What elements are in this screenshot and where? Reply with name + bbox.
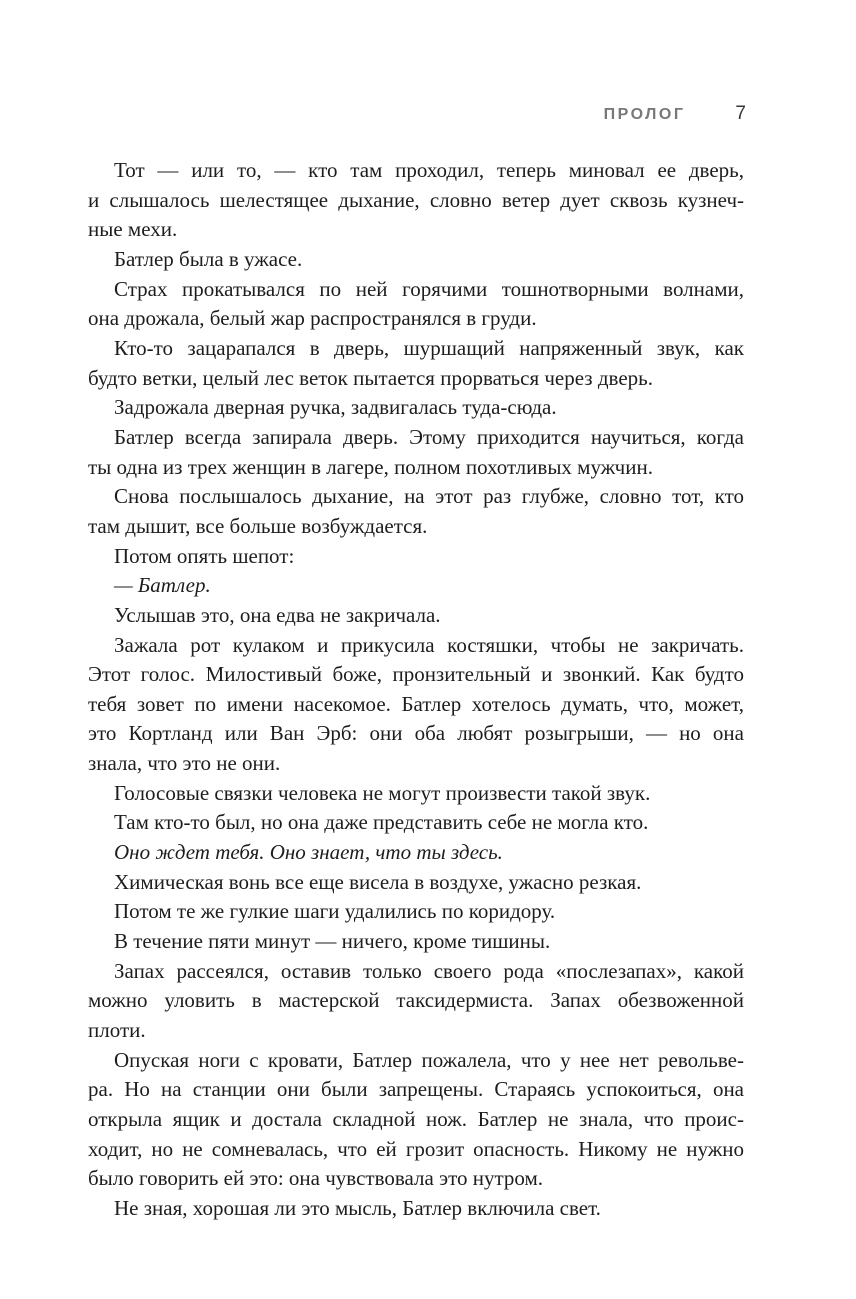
paragraph	[88, 1194, 744, 1224]
text-line: она дрожала, белый жар распространялся в груди.	[88, 306, 537, 331]
paragraph	[88, 897, 744, 927]
paragraph	[88, 571, 744, 601]
text-line: В течение пяти минут — ничего, кроме тишины.	[114, 929, 551, 954]
text-line: Страх прокатывался по ней горячими тошнотворными волнами,	[114, 276, 744, 301]
text-line: будто ветки, целый лес веток пытается прорваться через дверь.	[88, 365, 653, 390]
text-line: Кто-то зацарапался в дверь, шуршащий напряженный звук, как	[114, 335, 744, 360]
running-header	[88, 103, 746, 125]
text-line: ные мехи.	[88, 217, 178, 242]
text-line: Не зная, хорошая ли это мысль, Батлер включила свет.	[114, 1195, 601, 1220]
paragraph	[88, 1046, 744, 1194]
text-line: Зажала рот кулаком и прикусила костяшки, чтобы не закричать.	[114, 632, 744, 657]
text-line: тебя зовет по имени насекомое. Батлер хотелось думать, что, может,	[88, 691, 744, 716]
text-line: ра. Но на станции они были запрещены. Стараясь успокоиться, она	[88, 1077, 744, 1102]
text-line: Батлер всегда запирала дверь. Этому приходится научиться, когда	[114, 424, 744, 449]
text-line: Химическая вонь все еще висела в воздухе, ужасно резкая.	[114, 869, 642, 894]
text-line: можно уловить в мастерской таксидермиста. Запах обезвоженной	[88, 988, 744, 1013]
text-line: и слышалось шелестящее дыхание, словно ветер дует сквозь кузнеч-	[88, 187, 744, 212]
text-line: Услышав это, она едва не закричала.	[114, 602, 441, 627]
text-line: Снова послышалось дыхание, на этот раз глубже, словно тот, кто	[114, 484, 744, 509]
text-line: открыла ящик и достала складной нож. Батлер не знала, что проис-	[88, 1107, 744, 1131]
paragraph	[88, 393, 744, 423]
text-line: это Кортланд или Ван Эрб: они оба любят розыгрыши, — но она	[88, 721, 744, 746]
text-line: Потом опять шепот:	[114, 543, 295, 568]
paragraph	[88, 423, 744, 482]
paragraph	[88, 927, 744, 957]
chapter-label: ПРОЛОГ	[603, 106, 686, 123]
paragraph	[88, 542, 744, 572]
paragraph	[88, 245, 744, 275]
paragraph	[88, 631, 744, 779]
text-line: ходит, но не сомневалась, что ей грозит опасность. Никому не нужно	[88, 1136, 744, 1161]
paragraph	[88, 601, 744, 631]
text-block	[88, 156, 744, 1224]
paragraph	[88, 808, 744, 838]
text-line: Потом те же гулкие шаги удалились по коридору.	[114, 899, 556, 924]
text-line: Задрожала дверная ручка, задвигалась туда-сюда.	[114, 395, 557, 420]
text-line: Оно ждет тебя. Оно знает, что ты здесь.	[114, 840, 503, 865]
paragraph	[88, 868, 744, 898]
paragraph	[88, 482, 744, 541]
paragraph	[88, 779, 744, 809]
paragraph	[88, 334, 744, 393]
text-line: Запах рассеялся, оставив только своего рода «послезапах», какой	[114, 958, 744, 983]
paragraph	[88, 156, 744, 245]
text-line: знала, что это не они.	[88, 751, 281, 776]
paragraph	[88, 838, 744, 868]
paragraph	[88, 275, 744, 334]
text-line: Батлер была в ужасе.	[114, 246, 303, 271]
text-line: Там кто-то был, но она даже представить себе не могла кто.	[114, 810, 649, 835]
text-line: там дышит, все больше возбуждается.	[88, 513, 428, 538]
text-line: ты одна из трех женщин в лагере, полном похотливых мужчин.	[88, 454, 653, 479]
text-line: плоти.	[88, 1018, 146, 1043]
paragraph	[88, 957, 744, 1046]
text-line: Этот голос. Милостивый боже, пронзительный и звонкий. Как будто	[88, 662, 744, 687]
text-line: Опуская ноги с кровати, Батлер пожалела, что у нее нет револьве-	[114, 1047, 744, 1072]
text-line: Тот — или то, — кто там проходил, теперь миновал ее дверь,	[114, 158, 744, 182]
text-line: — Батлер.	[114, 573, 211, 598]
text-line: Голосовые связки человека не могут произвести такой звук.	[114, 780, 651, 805]
text-line: было говорить ей это: она чувствовала это нутром.	[88, 1166, 544, 1191]
page-number: 7	[735, 103, 746, 124]
